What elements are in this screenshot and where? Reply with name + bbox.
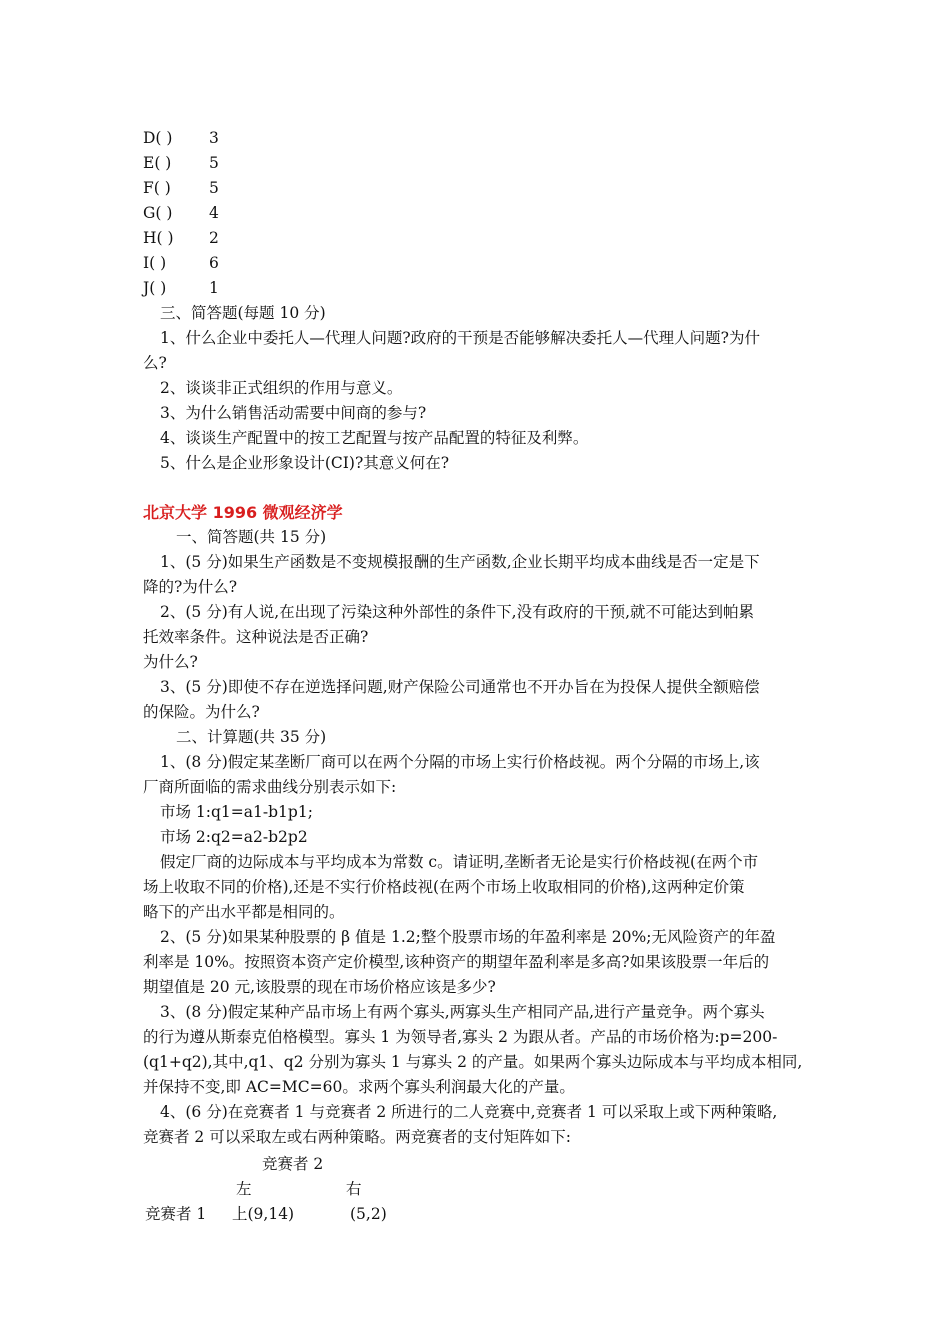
answer-value: 1 xyxy=(209,279,219,297)
answer-value: 3 xyxy=(209,129,219,147)
section-heading: 三、简答题(每题 10 分) xyxy=(160,304,326,322)
matrix-cell: (5,2) xyxy=(350,1205,387,1223)
section-heading: 二、计算题(共 35 分) xyxy=(176,728,327,746)
answer-value: 2 xyxy=(209,229,219,247)
answer-label: I( ) xyxy=(143,254,167,272)
question-text: 1、什么企业中委托人—代理人问题?政府的干预是否能够解决委托人—代理人问题?为什 xyxy=(160,329,760,347)
question-text: 1、(5 分)如果生产函数是不变规模报酬的生产函数,企业长期平均成本曲线是否一定是下 xyxy=(160,553,760,571)
answer-label: F( ) xyxy=(143,179,171,197)
answer-label: H( ) xyxy=(143,229,174,247)
answer-row xyxy=(143,201,219,226)
answer-row xyxy=(143,226,219,251)
matrix-col-player: 竞赛者 2 xyxy=(262,1155,324,1173)
question-text: 2、(5 分)如果某种股票的 β 值是 1.2;整个股票市场的年盈利率是 20%;无风险资产的年盈 xyxy=(160,928,776,946)
question-text: 托效率条件。这种说法是否正确? xyxy=(143,628,369,646)
matrix-row-player: 竞赛者 1 xyxy=(145,1205,207,1223)
question-text: 3、(5 分)即使不存在逆选择问题,财产保险公司通常也不开办旨在为投保人提供全额赔偿 xyxy=(160,678,760,696)
question-text: 4、(6 分)在竞赛者 1 与竞赛者 2 所进行的二人竞赛中,竞赛者 1 可以采取上或下两种策略, xyxy=(160,1103,778,1121)
answer-row xyxy=(143,126,219,151)
question-text: 并保持不变,即 AC=MC=60。求两个寡头利润最大化的产量。 xyxy=(143,1078,575,1096)
question-text: 3、为什么销售活动需要中间商的参与? xyxy=(160,404,427,422)
answer-value: 5 xyxy=(209,179,219,197)
question-text: 竞赛者 2 可以采取左或右两种策略。两竞赛者的支付矩阵如下: xyxy=(143,1128,571,1146)
question-text: 场上收取不同的价格),还是不实行价格歧视(在两个市场上收取相同的价格),这两种定价策 xyxy=(143,878,745,896)
question-text: 略下的产出水平都是相同的。 xyxy=(143,903,345,921)
matrix-cell: 上(9,14) xyxy=(232,1205,295,1223)
exam-title: 北京大学 1996 微观经济学 xyxy=(143,503,343,522)
question-text: 的保险。为什么? xyxy=(143,703,260,721)
formula-text: 市场 1:q1=a1-b1p1; xyxy=(160,803,313,821)
answer-row xyxy=(143,276,219,301)
answer-label: E( ) xyxy=(143,154,172,172)
formula-text: 市场 2:q2=a2-b2p2 xyxy=(160,828,308,846)
section-heading: 一、简答题(共 15 分) xyxy=(176,528,327,546)
question-text: 1、(8 分)假定某垄断厂商可以在两个分隔的市场上实行价格歧视。两个分隔的市场上,该 xyxy=(160,753,760,771)
matrix-col-right: 右 xyxy=(346,1180,362,1198)
question-text: 3、(8 分)假定某种产品市场上有两个寡头,两寡头生产相同产品,进行产量竞争。两个寡头 xyxy=(160,1003,765,1021)
answer-row xyxy=(143,176,219,201)
question-text: 4、谈谈生产配置中的按工艺配置与按产品配置的特征及利弊。 xyxy=(160,429,589,447)
question-text: 利率是 10%。按照资本资产定价模型,该种资产的期望年盈利率是多高?如果该股票一年后的 xyxy=(143,953,770,971)
question-text: 期望值是 20 元,该股票的现在市场价格应该是多少? xyxy=(143,978,496,996)
answer-label: J( ) xyxy=(143,279,167,297)
answer-row xyxy=(143,151,219,176)
answer-label: G( ) xyxy=(143,204,173,222)
question-text: 么? xyxy=(143,354,167,372)
answer-label: D( ) xyxy=(143,129,173,147)
question-text: 的行为遵从斯泰克伯格模型。寡头 1 为领导者,寡头 2 为跟从者。产品的市场价格为:p=200- xyxy=(143,1028,778,1046)
question-text: 2、谈谈非正式组织的作用与意义。 xyxy=(160,379,403,397)
answer-row xyxy=(143,251,219,276)
question-text: 降的?为什么? xyxy=(143,578,238,596)
question-text: 假定厂商的边际成本与平均成本为常数 c。请证明,垄断者无论是实行价格歧视(在两个市 xyxy=(160,853,759,871)
matrix-col-left: 左 xyxy=(236,1180,252,1198)
question-text: (q1+q2),其中,q1、q2 分别为寡头 1 与寡头 2 的产量。如果两个寡头边际成本与平均成本相同, xyxy=(143,1053,803,1071)
question-text: 5、什么是企业形象设计(CI)?其意义何在? xyxy=(160,454,450,472)
answer-value: 5 xyxy=(209,154,219,172)
question-text: 为什么? xyxy=(143,653,198,671)
answer-value: 4 xyxy=(209,204,219,222)
question-text: 2、(5 分)有人说,在出现了污染这种外部性的条件下,没有政府的干预,就不可能达到帕累 xyxy=(160,603,755,621)
answer-value: 6 xyxy=(209,254,219,272)
question-text: 厂商所面临的需求曲线分别表示如下: xyxy=(143,778,397,796)
